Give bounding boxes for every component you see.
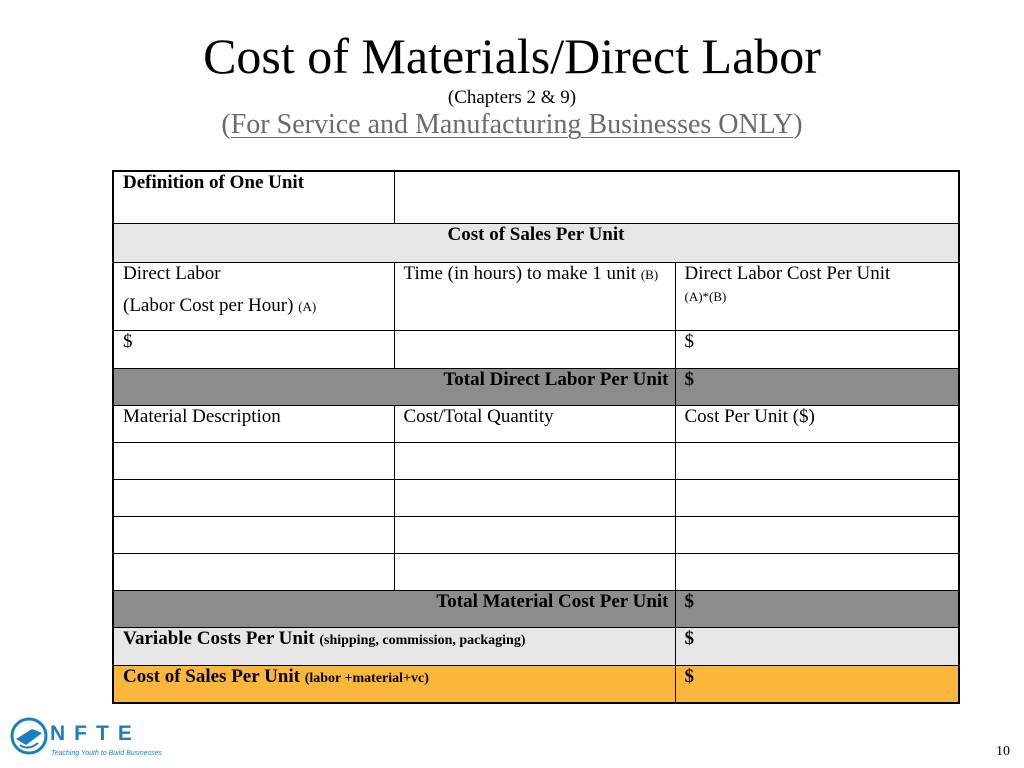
variable-costs-note: (shipping, commission, packaging) — [319, 632, 526, 648]
total-material-row — [113, 590, 959, 627]
direct-labor-line2: (Labor Cost per Hour) — [123, 294, 294, 316]
cost-worksheet-table — [112, 170, 960, 704]
page-number: 10 — [996, 744, 1010, 759]
cost-of-sales-header: Cost of Sales Per Unit — [113, 223, 959, 262]
material-cost-quantity-header: Cost/Total Quantity — [394, 405, 675, 442]
slide-title: Cost of Materials/Direct Labor — [203, 28, 821, 84]
labor-cost-header — [675, 262, 959, 330]
material-cost-quantity-cell[interactable] — [394, 553, 675, 590]
labor-hours-cell[interactable] — [394, 330, 675, 368]
material-description-cell[interactable] — [113, 479, 394, 516]
direct-labor-line1: Direct Labor — [123, 262, 221, 284]
labor-cost-header-note: (A)*(B) — [684, 288, 727, 304]
logo-swoosh — [20, 743, 38, 748]
material-row — [113, 516, 959, 553]
scope-open: ( — [221, 109, 231, 140]
material-unit-cost-header: Cost Per Unit ($) — [675, 405, 959, 442]
cost-of-sales-note: (labor +material+vc) — [304, 670, 429, 686]
material-cost-quantity-cell[interactable] — [394, 479, 675, 516]
labor-rate-cell[interactable]: $ — [113, 330, 394, 368]
time-header — [394, 262, 675, 330]
direct-labor-line2-wrap — [123, 295, 385, 318]
cost-of-sales-value[interactable]: $ — [675, 665, 959, 703]
slide-subtitle: (Chapters 2 & 9) — [447, 87, 577, 108]
logo-flag — [16, 729, 42, 745]
direct-labor-header-row — [113, 262, 959, 330]
scope-note — [0, 107, 1024, 143]
cost-of-sales-total-row — [113, 665, 959, 703]
logo-text: NFTE — [50, 722, 141, 745]
material-unit-cost-cell[interactable] — [675, 442, 959, 479]
total-direct-labor-label: Total Direct Labor Per Unit — [113, 368, 675, 405]
direct-labor-header — [113, 262, 394, 330]
material-description-cell[interactable] — [113, 553, 394, 590]
variable-costs-row — [113, 627, 959, 665]
labor-cost-header-text: Direct Labor Cost Per Unit — [684, 262, 891, 284]
material-description-cell[interactable] — [113, 516, 394, 553]
definition-label: Definition of One Unit — [113, 171, 394, 223]
logo-tagline: Teaching Youth to Build Businesses — [51, 750, 162, 757]
definition-row — [113, 171, 959, 223]
material-row — [113, 479, 959, 516]
variable-costs-label-cell — [113, 627, 675, 665]
labor-unit-cost-cell[interactable]: $ — [675, 330, 959, 368]
total-material-value[interactable]: $ — [675, 590, 959, 627]
time-header-text: Time (in hours) to make 1 unit — [403, 262, 637, 284]
material-cost-quantity-cell[interactable] — [394, 516, 675, 553]
definition-value-cell[interactable] — [394, 171, 959, 223]
material-header-row — [113, 405, 959, 442]
cost-of-sales-label-cell — [113, 665, 675, 703]
time-header-note: (B) — [640, 266, 659, 282]
total-direct-labor-value[interactable]: $ — [675, 368, 959, 405]
cost-of-sales-header-row — [113, 223, 959, 262]
material-unit-cost-cell[interactable] — [675, 553, 959, 590]
material-cost-quantity-cell[interactable] — [394, 442, 675, 479]
cost-of-sales-label: Cost of Sales Per Unit — [123, 665, 300, 687]
material-unit-cost-cell[interactable] — [675, 516, 959, 553]
material-row — [113, 553, 959, 590]
variable-costs-value[interactable]: $ — [675, 627, 959, 665]
scope-close: ) — [793, 109, 803, 140]
scope-text: For Service and Manufacturing Businesses ONLY — [230, 109, 794, 140]
direct-labor-note: (A) — [298, 298, 317, 314]
total-material-label: Total Material Cost Per Unit — [113, 590, 675, 627]
material-unit-cost-cell[interactable] — [675, 479, 959, 516]
material-description-cell[interactable] — [113, 442, 394, 479]
material-description-header: Material Description — [113, 405, 394, 442]
variable-costs-label: Variable Costs Per Unit — [123, 627, 315, 649]
total-direct-labor-row — [113, 368, 959, 405]
labor-values-row — [113, 330, 959, 368]
material-row — [113, 442, 959, 479]
